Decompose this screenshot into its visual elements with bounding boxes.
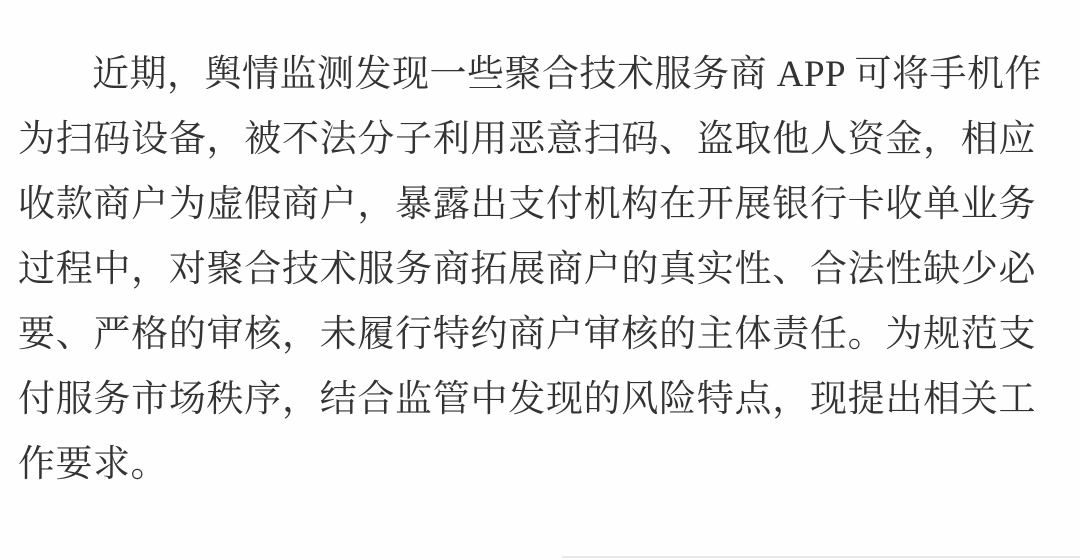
paragraph-line: 收款商户为虚假商户，暴露出支付机构在开展银行卡收单业务 [18,184,1036,225]
paragraph-line: 作要求。 [18,444,168,485]
paragraph-line: 为扫码设备，被不法分子利用恶意扫码、盗取他人资金，相应 [18,119,1036,160]
paragraph-line: 近期，舆情监测发现一些聚合技术服务商 APP 可将手机作 [92,54,1043,95]
bottom-edge-line [562,556,1080,558]
paragraph-line: 要、严格的审核，未履行特约商户审核的主体责任。为规范支 [18,314,1036,355]
paragraph-line: 过程中，对聚合技术服务商拓展商户的真实性、合法性缺少必 [18,249,1036,290]
paragraph [18,42,1043,497]
paragraph-line: 付服务市场秩序，结合监管中发现的风险特点，现提出相关工 [18,379,1036,420]
